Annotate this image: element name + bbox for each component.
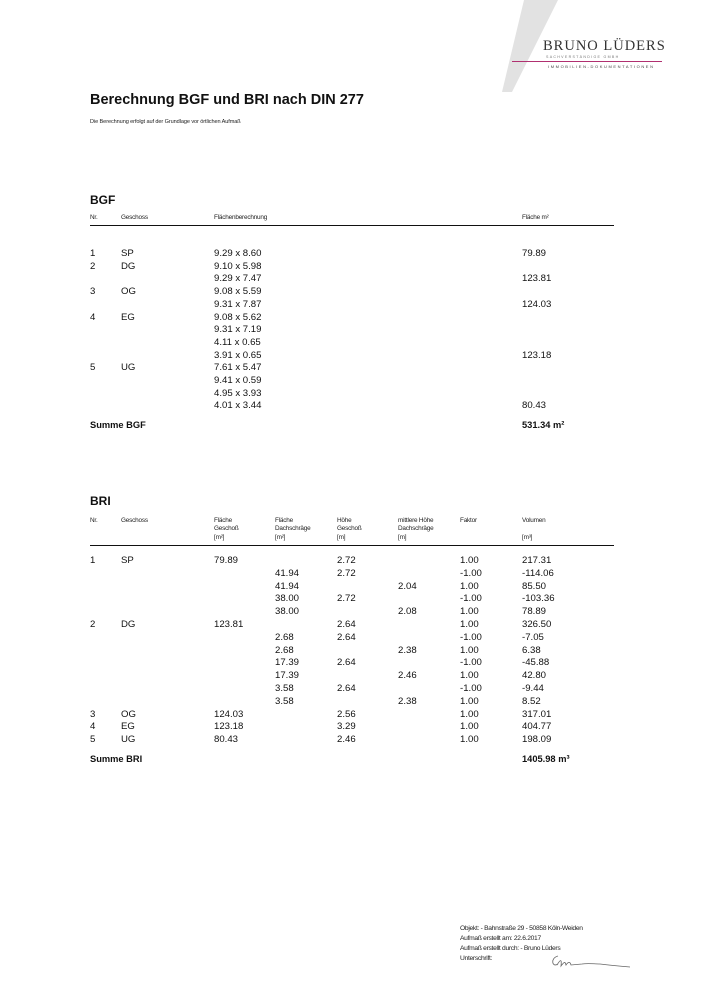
bri-cell-geschoss: DG xyxy=(121,619,136,630)
bgf-cell-berechnung: 4.11 x 0.65 xyxy=(214,336,261,348)
bri-cell-volumen: -9.44 xyxy=(522,683,544,694)
bgf-cell-flaeche: 124.03 xyxy=(522,298,552,310)
bgf-cell-nr: 4 xyxy=(90,311,96,323)
bri-cell-geschoss: OG xyxy=(121,708,136,720)
bri-cell-hoehe: 2.72 xyxy=(337,567,356,579)
bri-header-flaeche-dach: Fläche Dachschräge [m²] xyxy=(275,517,311,541)
bri-cell-hoehe: 2.72 xyxy=(337,555,356,566)
bgf-cell-berechnung: 9.29 x 7.47 xyxy=(214,273,262,285)
bri-cell-nr: 5 xyxy=(90,734,96,746)
bri-cell-faktor: -1.00 xyxy=(460,631,482,643)
bgf-cell-berechnung: 7.61 x 5.47 xyxy=(214,362,262,374)
bgf-cell-nr: 2 xyxy=(90,260,96,272)
bgf-cell-geschoss: SP xyxy=(121,248,134,259)
bri-cell-faktor: -1.00 xyxy=(460,657,482,669)
bri-cell-hoehe: 2.64 xyxy=(337,683,356,694)
footer-aufmass-datum: Aufmaß erstellt am: 22.6.2017 xyxy=(460,935,541,942)
bgf-cell-berechnung: 3.91 x 0.65 xyxy=(214,349,262,361)
bri-cell-faktor: 1.00 xyxy=(460,580,479,592)
logo-divider xyxy=(512,61,662,62)
bgf-cell-berechnung: 9.31 x 7.87 xyxy=(214,298,262,310)
bri-cell-faktor: 1.00 xyxy=(460,644,479,656)
bri-cell-flaeche-dach: 17.39 xyxy=(275,670,300,682)
bgf-cell-flaeche: 123.81 xyxy=(522,273,552,285)
bgf-cell-geschoss: UG xyxy=(121,362,136,374)
bgf-cell-nr: 1 xyxy=(90,248,96,259)
logo-subtitle: SACHVERSTÄNDIGE GMBH xyxy=(546,55,620,59)
bri-header-hoehe: Höhe Geschoß [m] xyxy=(337,517,362,541)
bri-cell-flaeche-dach: 41.94 xyxy=(275,580,300,592)
bri-cell-hoehe: 2.64 xyxy=(337,657,356,669)
bgf-cell-berechnung: 9.08 x 5.62 xyxy=(214,311,262,323)
bgf-sum-value: 531.34 m² xyxy=(522,420,565,430)
bri-cell-hoehe: 3.29 xyxy=(337,721,356,733)
bri-cell-faktor: 1.00 xyxy=(460,555,479,566)
bgf-cell-berechnung: 4.95 x 3.93 xyxy=(214,387,262,399)
signature-image xyxy=(548,952,632,972)
bri-header-faktor: Faktor xyxy=(460,517,477,524)
bri-section-title: BRI xyxy=(90,494,111,508)
bri-cell-faktor: 1.00 xyxy=(460,721,479,733)
bgf-cell-geschoss: OG xyxy=(121,286,136,298)
bri-cell-nr: 4 xyxy=(90,721,96,733)
bri-sum-value: 1405.98 m³ xyxy=(522,754,570,764)
bri-cell-geschoss: UG xyxy=(121,734,136,746)
bri-cell-flaeche-dach: 41.94 xyxy=(275,567,300,579)
bri-sum-label: Summe BRI xyxy=(90,754,143,764)
bri-cell-faktor: 1.00 xyxy=(460,734,479,746)
bri-cell-hoehe: 2.64 xyxy=(337,619,356,630)
bri-cell-flaeche-dach: 38.00 xyxy=(275,593,300,605)
bri-cell-faktor: 1.00 xyxy=(460,708,479,720)
bri-cell-mittlere-hoehe: 2.38 xyxy=(398,644,417,656)
bri-cell-volumen: 317.01 xyxy=(522,708,552,720)
bri-cell-volumen: 6.38 xyxy=(522,644,541,656)
bri-cell-faktor: 1.00 xyxy=(460,606,479,618)
bri-header-volumen: Volumen [m³] xyxy=(522,517,546,541)
bgf-cell-geschoss: DG xyxy=(121,260,136,272)
bri-cell-faktor: -1.00 xyxy=(460,683,482,694)
bgf-cell-flaeche: 80.43 xyxy=(522,400,547,412)
bri-cell-flaeche-geschoss: 123.81 xyxy=(214,619,244,630)
bri-cell-mittlere-hoehe: 2.08 xyxy=(398,606,417,618)
bri-cell-faktor: 1.00 xyxy=(460,619,479,630)
bri-cell-flaeche-geschoss: 79.89 xyxy=(214,555,239,566)
bgf-cell-flaeche: 123.18 xyxy=(522,349,552,361)
bri-cell-volumen: 78.89 xyxy=(522,606,547,618)
bri-cell-volumen: -114.06 xyxy=(522,567,554,579)
bgf-cell-berechnung: 9.29 x 8.60 xyxy=(214,248,262,259)
bri-cell-mittlere-hoehe: 2.04 xyxy=(398,580,417,592)
bri-cell-geschoss: SP xyxy=(121,555,134,566)
intro-text: Die Berechnung erfolgt auf der Grundlage vor örtlichen Aufmaß xyxy=(90,119,241,125)
bri-cell-volumen: -7.05 xyxy=(522,631,544,643)
logo-tagline: IMMOBILIEN-DOKUMENTATIONEN xyxy=(548,64,655,69)
bgf-header-geschoss: Geschoss xyxy=(121,214,148,221)
bri-cell-volumen: 198.09 xyxy=(522,734,552,746)
bri-cell-hoehe: 2.46 xyxy=(337,734,356,746)
bgf-sum-label: Summe BGF xyxy=(90,420,146,430)
bri-cell-flaeche-geschoss: 123.18 xyxy=(214,721,244,733)
bgf-cell-nr: 5 xyxy=(90,362,96,374)
page-title: Berechnung BGF und BRI nach DIN 277 xyxy=(90,92,364,108)
bgf-cell-geschoss: EG xyxy=(121,311,135,323)
bri-header-flaeche-geschoss: Fläche Geschoß [m²] xyxy=(214,517,239,541)
bgf-header-berechnung: Flächenberechnung xyxy=(214,214,268,221)
bri-cell-hoehe: 2.64 xyxy=(337,631,356,643)
footer-aufmass-durch: Aufmaß erstellt durch: - Bruno Lüders xyxy=(460,945,561,952)
bri-cell-volumen: 404.77 xyxy=(522,721,552,733)
bri-cell-mittlere-hoehe: 2.46 xyxy=(398,670,417,682)
footer-objekt: Objekt: - Bahnstraße 29 - 50858 Köln-Weiden xyxy=(460,925,583,932)
bri-cell-nr: 2 xyxy=(90,619,96,630)
bgf-cell-berechnung: 9.31 x 7.19 xyxy=(214,324,262,336)
logo-name: BRUNO LÜDERS xyxy=(543,38,666,54)
bgf-header-flaeche: Fläche m² xyxy=(522,214,549,221)
bri-cell-volumen: -103.36 xyxy=(522,593,555,605)
bgf-cell-berechnung: 9.41 x 0.59 xyxy=(214,375,262,386)
bgf-cell-berechnung: 9.10 x 5.98 xyxy=(214,260,262,272)
bgf-cell-berechnung: 9.08 x 5.59 xyxy=(214,286,262,298)
bri-cell-nr: 3 xyxy=(90,708,96,720)
bri-cell-flaeche-dach: 17.39 xyxy=(275,657,300,669)
bgf-header-nr: Nr. xyxy=(90,214,98,221)
bri-cell-flaeche-dach: 2.68 xyxy=(275,631,294,643)
bri-cell-volumen: -45.88 xyxy=(522,657,550,669)
bri-cell-mittlere-hoehe: 2.38 xyxy=(398,695,417,707)
bri-cell-faktor: -1.00 xyxy=(460,567,482,579)
bri-cell-faktor: -1.00 xyxy=(460,593,482,605)
bri-cell-flaeche-dach: 2.68 xyxy=(275,644,294,656)
bri-cell-flaeche-dach: 38.00 xyxy=(275,606,300,618)
bri-cell-flaeche-dach: 3.58 xyxy=(275,683,294,694)
bri-header-mittlere-hoehe: mittlere Höhe Dachschräge [m] xyxy=(398,517,434,541)
bri-cell-flaeche-dach: 3.58 xyxy=(275,695,294,707)
bri-header-rule xyxy=(90,545,614,546)
bri-cell-hoehe: 2.72 xyxy=(337,593,356,605)
bri-cell-volumen: 42.80 xyxy=(522,670,547,682)
bri-cell-hoehe: 2.56 xyxy=(337,708,356,720)
bri-cell-volumen: 85.50 xyxy=(522,580,547,592)
bri-cell-flaeche-geschoss: 124.03 xyxy=(214,708,244,720)
bgf-cell-flaeche: 79.89 xyxy=(522,248,547,259)
bgf-cell-berechnung: 4.01 x 3.44 xyxy=(214,400,262,412)
bgf-cell-nr: 3 xyxy=(90,286,96,298)
bgf-header-rule xyxy=(90,225,614,226)
bri-cell-flaeche-geschoss: 80.43 xyxy=(214,734,239,746)
bri-header-geschoss: Geschoss xyxy=(121,517,148,524)
bri-cell-faktor: 1.00 xyxy=(460,695,479,707)
bri-cell-volumen: 326.50 xyxy=(522,619,552,630)
bri-cell-volumen: 217.31 xyxy=(522,555,552,566)
bri-header-nr: Nr. xyxy=(90,517,98,524)
bri-cell-volumen: 8.52 xyxy=(522,695,541,707)
bri-cell-geschoss: EG xyxy=(121,721,135,733)
footer-unterschrift: Unterschrift: xyxy=(460,955,493,962)
bgf-section-title: BGF xyxy=(90,193,116,207)
bri-cell-faktor: 1.00 xyxy=(460,670,479,682)
bri-cell-nr: 1 xyxy=(90,555,96,566)
